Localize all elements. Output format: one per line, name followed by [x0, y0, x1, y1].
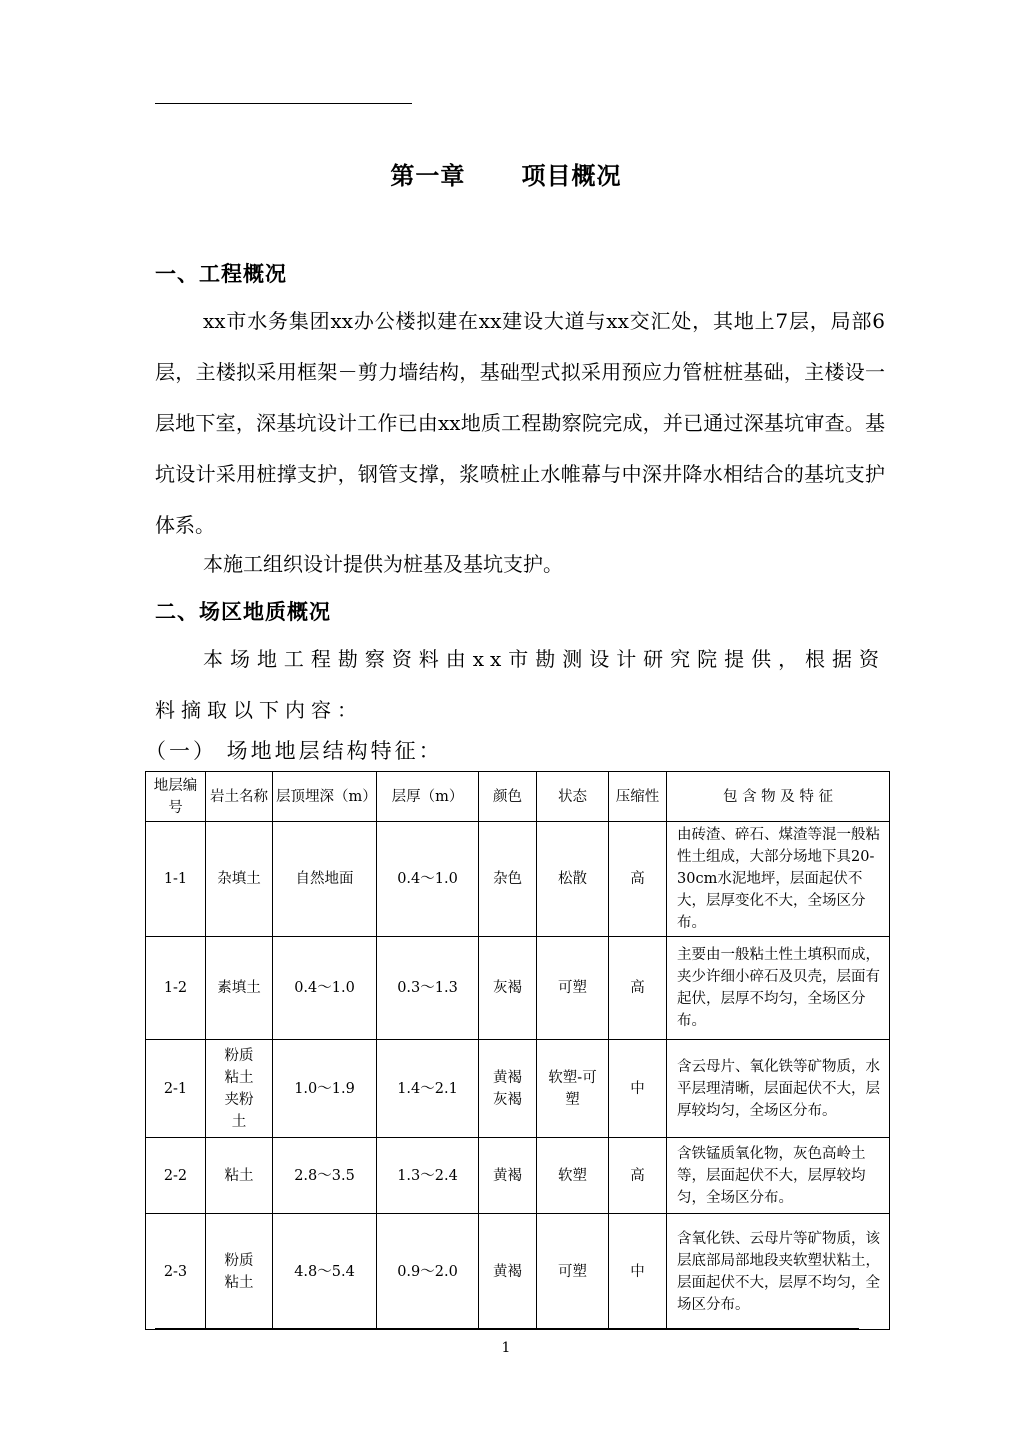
cell-thickness: 0.3～1.3	[377, 937, 479, 1040]
cell-layer-id: 1-1	[146, 822, 206, 937]
header-thickness: 层厚（m）	[377, 772, 479, 822]
page-number: 1	[501, 1340, 511, 1356]
table-row	[146, 1138, 890, 1214]
header-features: 包 含 物 及 特 征	[667, 772, 890, 822]
cell-state: 可塑	[537, 937, 609, 1040]
cell-soil-name: 素填土	[206, 937, 273, 1040]
cell-compressibility: 高	[609, 937, 667, 1040]
cell-layer-id: 2-2	[146, 1138, 206, 1214]
header-color: 颜色	[479, 772, 537, 822]
cell-thickness: 1.3～2.4	[377, 1138, 479, 1214]
header-state: 状态	[537, 772, 609, 822]
cell-soil-name: 杂填土	[206, 822, 273, 937]
cell-top-depth: 2.8～3.5	[273, 1138, 377, 1214]
geology-intro-paragraph: 本场地工程勘察资料由xx市勘测设计研究院提供，根据资料摘取以下内容：	[155, 647, 885, 722]
cell-color: 黄褐	[479, 1214, 537, 1330]
table-row	[146, 1214, 890, 1330]
cell-features: 含氧化铁、云母片等矿物质，该层底部局部地段夹软塑状粘土，层面起伏不大，层厚不均匀，全场区分布。	[667, 1214, 890, 1330]
cell-compressibility: 高	[609, 822, 667, 937]
section-heading-geology: 二、场区地质概况	[155, 600, 331, 624]
section-heading-project-overview: 一、工程概况	[155, 262, 287, 286]
cell-color: 灰褐	[479, 937, 537, 1040]
cell-state: 软塑	[537, 1138, 609, 1214]
cell-state: 可塑	[537, 1214, 609, 1330]
cell-soil-name: 粘土	[206, 1138, 273, 1214]
header-rule	[155, 103, 412, 104]
cell-state: 松散	[537, 822, 609, 937]
header-layer-id: 地层编号	[146, 772, 206, 822]
header-soil-name: 岩土名称	[206, 772, 273, 822]
table-caption: （一） 场地地层结构特征：	[145, 739, 443, 763]
table-row	[146, 1040, 890, 1138]
header-compressibility: 压缩性	[609, 772, 667, 822]
table-row	[146, 937, 890, 1040]
cell-compressibility: 高	[609, 1138, 667, 1214]
cell-color: 杂色	[479, 822, 537, 937]
cell-top-depth: 0.4～1.0	[273, 937, 377, 1040]
cell-top-depth: 4.8～5.4	[273, 1214, 377, 1330]
cell-top-depth: 1.0～1.9	[273, 1040, 377, 1138]
cell-layer-id: 2-3	[146, 1214, 206, 1330]
cell-thickness: 0.4～1.0	[377, 822, 479, 937]
cell-color: 黄褐灰褐	[479, 1040, 537, 1138]
table-header-row	[146, 772, 890, 822]
cell-soil-name: 粉质粘土夹粉土	[206, 1040, 273, 1138]
header-top-depth: 层顶埋深（m）	[273, 772, 377, 822]
strata-table	[145, 771, 890, 1330]
cell-state: 软塑-可塑	[537, 1040, 609, 1138]
footer-rule	[155, 1328, 859, 1329]
cell-features: 由砖渣、碎石、煤渣等混一般粘性土组成，大部分场地下具20-30cm水泥地坪，层面起伏不大，层厚变化不大，全场区分布。	[667, 822, 890, 937]
cell-thickness: 1.4～2.1	[377, 1040, 479, 1138]
cell-thickness: 0.9～2.0	[377, 1214, 479, 1330]
cell-features: 主要由一般粘土性土填积而成，夹少许细小碎石及贝壳，层面有起伏，层厚不均匀，全场区分布。	[667, 937, 890, 1040]
cell-compressibility: 中	[609, 1214, 667, 1330]
cell-top-depth: 自然地面	[273, 822, 377, 937]
project-overview-paragraph: xx市水务集团xx办公楼拟建在xx建设大道与xx交汇处，其地上7层，局部6层，主楼拟采用框架－剪力墙结构，基础型式拟采用预应力管桩桩基础，主楼设一层地下室，深基坑设计工作已由xx地质工程勘察院完成，并已通过深基坑审查。基坑设计采用桩撑支护，钢管支撑，浆喷桩止水帷幕与中深井降水相结合的基坑支护体系。	[155, 309, 885, 537]
cell-compressibility: 中	[609, 1040, 667, 1138]
table-row	[146, 822, 890, 937]
chapter-title: 第一章 项目概况	[390, 162, 622, 190]
construction-scope-paragraph: 本施工组织设计提供为桩基及基坑支护。	[203, 552, 563, 576]
cell-soil-name: 粉质粘土	[206, 1214, 273, 1330]
cell-features: 含铁锰质氧化物，灰色高岭土等，层面起伏不大，层厚较均匀，全场区分布。	[667, 1138, 890, 1214]
cell-layer-id: 1-2	[146, 937, 206, 1040]
cell-color: 黄褐	[479, 1138, 537, 1214]
cell-features: 含云母片、氧化铁等矿物质，水平层理清晰，层面起伏不大，层厚较均匀，全场区分布。	[667, 1040, 890, 1138]
cell-layer-id: 2-1	[146, 1040, 206, 1138]
